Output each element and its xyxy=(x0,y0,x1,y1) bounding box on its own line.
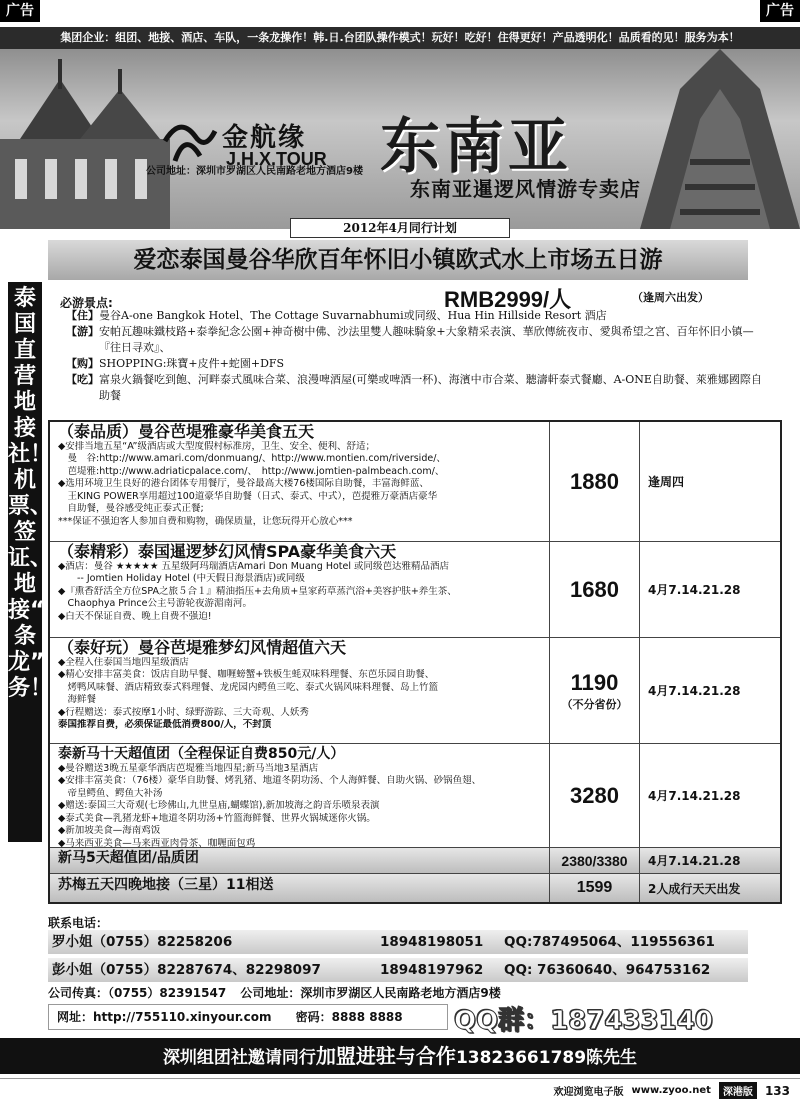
package-title: 苏梅五天四晚地接（三星）11相送 xyxy=(58,877,274,893)
footer-edition: 深港版 xyxy=(719,1082,757,1099)
contact-name-phone: 彭小姐（0755）82287674、82298097 xyxy=(52,962,321,978)
header-banner xyxy=(0,49,800,229)
package-line: 烤鸭风味餐、酒店精致泰式料理餐、龙虎园内鳄鱼三吃、泰式火锅风味料理餐、岛上竹篮 xyxy=(58,681,439,693)
feature-tag: 【购】 xyxy=(66,357,99,370)
package-date: 4月7.14.21.28 xyxy=(648,583,741,597)
ad-tag-right: 广告 xyxy=(760,0,800,22)
package-title: 泰新马十天超值团（全程保证自费850元/人） xyxy=(58,746,345,762)
package-title: （泰精彩）泰国暹逻梦幻风情SPA豪华美食六天 xyxy=(58,542,397,561)
package-price-value: 1880 xyxy=(570,468,619,494)
package-title: 新马5天超值团/品质团 xyxy=(58,850,199,866)
page-title: 东南亚 xyxy=(380,112,572,182)
package-line: ◆马来西亚美食—马来西亚肉骨茶、咖喱面包鸡 xyxy=(58,837,256,849)
package-description xyxy=(50,744,550,847)
package-price xyxy=(550,422,640,541)
join-banner xyxy=(0,1038,800,1074)
package-line: ◆『熏香舒活全方位SPA之旅５合１』精油指压+去角质+皇家药草蒸汽浴+美容护肤+养生茶、 xyxy=(58,585,457,597)
package-line: -- Jomtien Holiday Hotel (中天假日海景酒店)或同级 xyxy=(58,573,305,584)
featured-tour-title: 爱恋泰国曼谷华欣百年怀旧小镇欧式水上市场五日游 xyxy=(48,240,748,280)
feature-row xyxy=(66,372,766,404)
package-line: 芭堤雅:http://www.adriaticpalace.com/、 http://www.jomtien-palmbeach.com/、 xyxy=(58,465,445,477)
company-fax: 公司传真：（0755）82391547 xyxy=(48,986,227,1000)
featured-tour-price: RMB2999/人 xyxy=(444,287,572,312)
join-contact: 13823661789陈先生 xyxy=(455,1048,638,1068)
package-price-value: 2380/3380 xyxy=(561,852,628,869)
package-line: ◆曼谷赠送3晚五星豪华酒店芭堤雅当地四星;新马当地3星酒店 xyxy=(58,762,319,774)
plan-tag: 2012年4月同行计划 xyxy=(290,218,510,238)
feature-row xyxy=(66,324,766,356)
package-price xyxy=(550,744,640,847)
logo-english-name: J.H.X.TOUR xyxy=(226,149,327,169)
featured-tour-departure: （逢周六出发） xyxy=(632,291,709,304)
package-line: 王KING POWER享用超过100道豪华自助餐（日式、泰式、中式），芭提雅万豪酒店豪华 xyxy=(58,490,438,502)
package-line: ◆赠送:泰国三大奇观(七珍佛山,九世皇庙,蝴蝶馆),新加坡海之韵音乐喷泉表演 xyxy=(58,800,380,811)
ruins-illustration xyxy=(640,49,800,229)
package-description xyxy=(50,848,550,873)
package-price-value: 3280 xyxy=(570,782,619,808)
package-date: 4月7.14.21.28 xyxy=(648,789,741,803)
ad-tag-left: 广告 xyxy=(0,0,40,22)
fax-address-row xyxy=(48,984,501,1001)
package-line: ◆酒店：曼谷 ★★★★★ 五星级阿玛瑞酒店Amari Don Muang Hotel 或同级芭达雅精品酒店 xyxy=(58,560,450,572)
side-slogan: 泰国直营地接社！机票、签证、地接“一条龙”服务！ xyxy=(8,282,42,842)
feature-text: 富泉火鍋餐吃到飽、河畔泰式風味合菜、浪漫啤酒屋(可樂或啤酒一杯)、海濱中市合菜、聽濤軒泰式餐廳、A-ONE自助餐、萊雅娜國際自助餐 xyxy=(99,373,762,402)
contact-label: 联系电话： xyxy=(48,916,109,930)
temple-illustration xyxy=(0,59,170,229)
company-address: 公司地址：深圳市罗湖区人民南路老地方酒店9楼 xyxy=(240,986,501,1000)
table-row xyxy=(50,542,780,638)
footer-divider xyxy=(0,1078,800,1079)
slogan-bar: 集团企业：组团、地接、酒店、车队，一条龙操作！韩.日.台团队操作模式！玩好！吃好！住得更好！产品透明化！品质看的见！服务为本！ xyxy=(0,27,800,49)
package-line: ◆全程入住泰国当地四星级酒店 xyxy=(58,656,189,668)
feature-list xyxy=(66,308,766,404)
page-number: 133 xyxy=(764,1083,790,1098)
footer-site[interactable]: www.zyoo.net xyxy=(631,1085,711,1096)
package-description xyxy=(50,422,550,541)
package-title: （泰好玩）曼谷芭堤雅梦幻风情超值六天 xyxy=(58,638,347,657)
feature-row xyxy=(66,308,766,324)
table-row xyxy=(50,744,780,848)
package-price-value: 1190 xyxy=(570,669,619,695)
package-line: ***保证不强迫客人参加自费和购物，确保质量，让您玩得开心放心*** xyxy=(58,515,353,527)
package-price xyxy=(550,848,640,873)
table-row xyxy=(50,874,780,902)
feature-text: 安帕瓦趣味鐵枝路+泰拳紀念公園+神奇樹中佛、沙法里雙人趣味騎象+大象精采表演、華欣傳統夜市、愛與希望之宮、百年怀旧小镇—『往日寻欢』、 xyxy=(99,325,754,354)
footer xyxy=(554,1082,791,1099)
contact-row xyxy=(48,930,748,954)
contact-qq: QQ:787495064、119556361 xyxy=(504,934,715,950)
package-line: ◆选用环境卫生良好的港台团体专用餐厅，曼谷最高大楼76楼国际自助餐，丰富海鲜蓝、 xyxy=(58,478,429,489)
package-description xyxy=(50,542,550,637)
package-line: 海鲜餐 xyxy=(58,694,97,705)
package-line: 帝皇鳄鱼、鳄鱼大补汤 xyxy=(58,787,163,799)
footer-browse: 欢迎浏览电子版 xyxy=(553,1087,624,1098)
contact-name-phone: 罗小姐（0755）82258206 xyxy=(52,934,233,950)
package-line: ◆安排丰富美食：（76楼）豪华自助餐、烤乳猪、地道冬阴功汤、个人海鲜餐、自助火锅、砂锅鱼翅、 xyxy=(58,775,482,786)
package-line: ◆新加坡美食—海南鸡饭 xyxy=(58,825,161,836)
package-line: 自助餐，曼谷感受纯正泰式正餐; xyxy=(58,503,204,514)
contact-mobile: 18948197962 xyxy=(380,962,484,978)
top-strip xyxy=(0,0,800,22)
package-line: Chaophya Prince公主号游轮夜游湄南河。 xyxy=(58,598,252,609)
contact-mobile: 18948198051 xyxy=(380,934,484,950)
package-title: （泰品质）曼谷芭堤雅豪华美食五天 xyxy=(58,422,315,441)
website-link[interactable]: 网址：http://755110.xinyour.com xyxy=(57,1010,272,1024)
join-prefix: 深圳组团社邀请同行 xyxy=(162,1048,316,1068)
package-line: ◆泰式美食—乳猪龙虾+地道冬阴功汤+竹篮海鲜餐、世界火锅城迷你火锅。 xyxy=(58,812,376,824)
website-password: 密码：8888 8888 xyxy=(295,1010,403,1024)
feature-row xyxy=(66,356,766,372)
feature-tag: 【游】 xyxy=(66,325,99,338)
feature-tag: 【住】 xyxy=(66,309,99,322)
package-table xyxy=(48,420,782,904)
package-line: ◆精心安排丰富美食：饭店自助早餐、咖喱螃蟹+铁板生蚝双味料理餐、东芭乐园自助餐、 xyxy=(58,669,435,680)
feature-text: SHOPPING:珠寶+皮件+蛇園+DFS xyxy=(99,357,285,370)
package-description xyxy=(50,638,550,743)
contact-row xyxy=(48,958,748,982)
package-line: ◆行程赠送：泰式按摩1小时、绿野游踪、三大奇观、人妖秀 xyxy=(58,706,309,718)
package-date: 4月7.14.21.28 xyxy=(648,854,741,868)
package-price xyxy=(550,638,640,743)
package-price-note: （不分省份） xyxy=(561,697,628,711)
package-price-value: 1680 xyxy=(570,576,619,602)
package-date: 4月7.14.21.28 xyxy=(648,684,741,698)
package-line: 泰国推荐自费，必须保证最低消费800/人，不封顶 xyxy=(58,719,272,730)
package-price xyxy=(550,542,640,637)
table-row xyxy=(50,422,780,542)
table-row xyxy=(50,848,780,874)
page-subtitle: 东南亚暹逻风情游专卖店 xyxy=(410,177,641,201)
package-line: ◆白天不保证自费、晚上自费不强迫! xyxy=(58,610,212,622)
package-price-value: 1599 xyxy=(576,879,613,896)
join-emphasis: 加盟进驻与合作 xyxy=(315,1044,456,1068)
package-line: 曼 谷:http://www.amari.com/donmuang/、http://www.montien.com/riverside/、 xyxy=(58,453,446,464)
package-date: 2人成行天天出发 xyxy=(648,881,741,896)
package-price xyxy=(550,874,640,902)
package-description xyxy=(50,874,550,902)
must-see-label: 必游景点: xyxy=(60,296,113,310)
website-bar xyxy=(48,1004,448,1030)
contact-qq: QQ: 76360640、964753162 xyxy=(504,962,711,978)
package-date: 逢周四 xyxy=(648,475,685,489)
feature-text: 曼谷A-one Bangkok Hotel、The Cottage Suvarnabhumi或同级、Hua Hin Hillside Resort 酒店 xyxy=(99,309,607,322)
company-address-small: 公司地址：深圳市罗湖区人民南路老地方酒店9楼 xyxy=(146,166,363,177)
feature-tag: 【吃】 xyxy=(66,373,99,386)
logo-chinese-name: 金航缘 xyxy=(222,123,307,153)
table-row xyxy=(50,638,780,744)
qq-group: QQ群：187433140 xyxy=(454,1006,714,1036)
package-line: ◆安排当地五星“A”级酒店或大型度假村标准房，卫生、安全、便利、舒适； xyxy=(58,440,375,452)
